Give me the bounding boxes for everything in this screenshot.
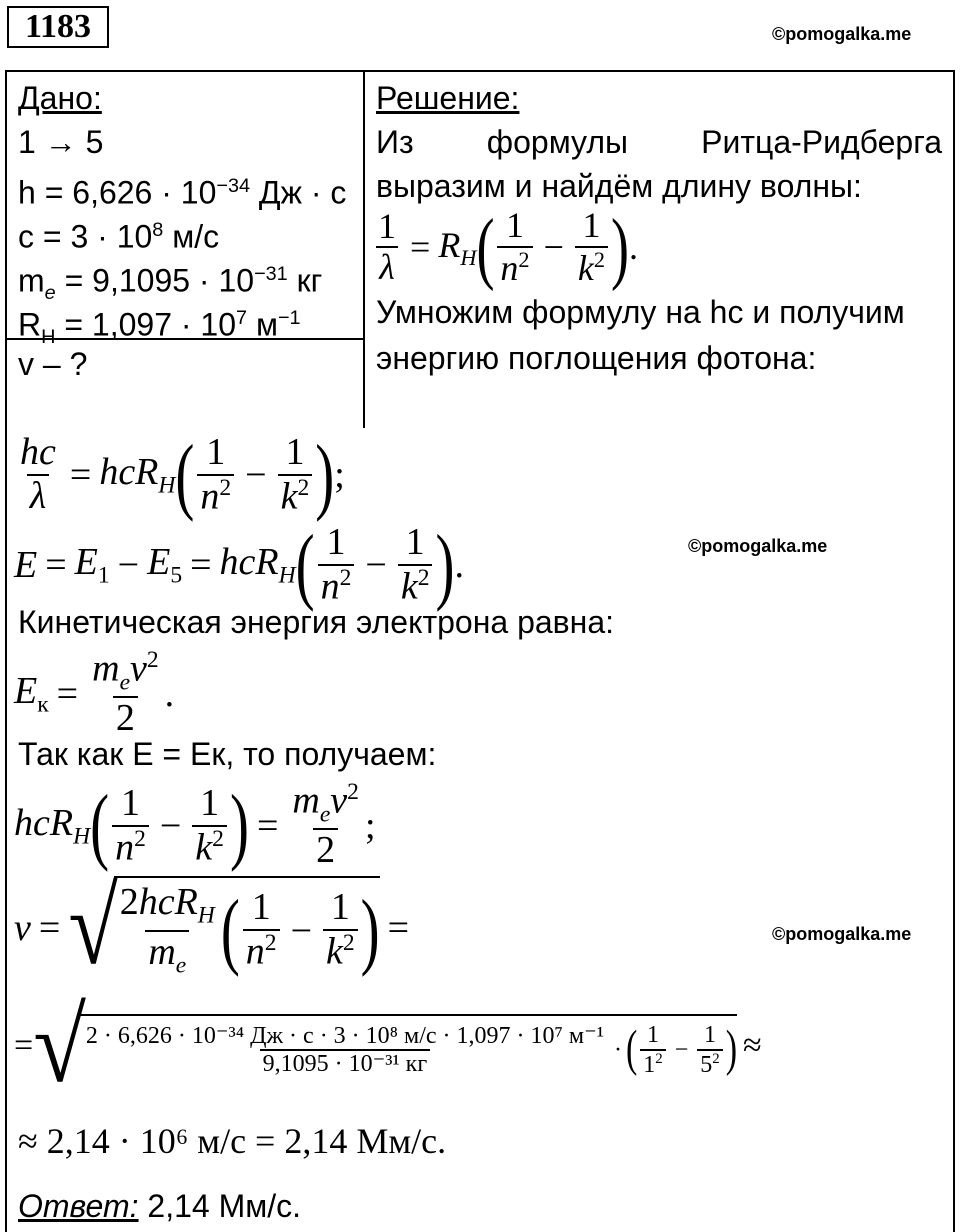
given-planck: $h = 6,626 \cdot 10^{-34}$ Дж · с [18, 174, 347, 211]
problem-number-box [7, 6, 109, 48]
numeric-numerator: 2 · 6,626 · 10⁻³⁴ Дж · с · 3 · 10⁸ м/с · 1,097 · 10⁷ м⁻¹ [85, 1022, 604, 1049]
table-border-top [5, 70, 955, 72]
solution-paragraph2-line2: энергию поглощения фотона: [376, 340, 817, 376]
answer-label: Ответ: [18, 1188, 139, 1224]
problem-number: 1183 [24, 8, 92, 45]
solution-paragraph1-line1: Из формулы Ритца-Ридберга [376, 124, 942, 160]
given-rydberg: $R_H = 1,097 \cdot 10^7$ $м^{-1}$ [18, 306, 301, 349]
formula-energy-difference: E = $E_1$ − $E_5$ = hcR$_H$ ( $\frac{1}{n^2}$ − $\frac{1}{k^2}$ ) . [14, 517, 464, 613]
watermark-top: ©pomogalka.me [772, 24, 912, 44]
formula-photon-energy: $\frac{hc}{\lambda}$ = hcR$_H$ ( $\frac{1}{n^2}$ − $\frac{1}{k^2}$ ) ; [20, 427, 345, 523]
result-line: ≈ 2,14 · 10⁶ м/с = 2,14 Мм/с. [18, 1121, 447, 1161]
given-transition: 1 → 5 [18, 124, 104, 160]
given-electron-mass: $m_e = 9,1095 \cdot 10^{-31}$ кг [18, 262, 323, 305]
table-divider-vertical [363, 70, 365, 428]
formula-rydberg: $\frac{1}{\lambda}$ = $R_H$ ( $\frac{1}{n^2}$ − $\frac{1}{k^2}$ ) . [378, 202, 639, 293]
formula-energy-balance: hcR$_H$ ( $\frac{1}{n^2}$ − $\frac{1}{k^2}$ ) = $\frac{m_ev^2}{2}$ ; [14, 778, 376, 874]
solution-paragraph1-line2: выразим и найдём длину волны: [376, 168, 862, 204]
table-border-left [5, 70, 7, 1232]
numeric-denominator: 9,1095 · 10⁻³¹ кг [260, 1049, 431, 1077]
find-velocity: v – ? [18, 346, 88, 382]
answer-line [18, 1184, 301, 1228]
answer-value: 2,14 Мм/с. [138, 1188, 302, 1224]
kinetic-energy-text: Кинетическая энергия электрона равна: [18, 604, 615, 640]
solution-heading: Решение: [376, 80, 520, 116]
formula-kinetic-energy: $E_к$ = $\frac{m_ev^2}{2}$ . [14, 647, 175, 740]
given-heading: Дано: [18, 80, 102, 116]
given-speed-of-light: $c = 3 \cdot 10^8$ м/с [18, 218, 220, 255]
formula-velocity-numeric: = √ $\frac{\text{2 · 6,626 · 10⁻³⁴ Дж · с · 3 · 10⁸ м/с · 1,097 · 10⁷ м⁻¹}}{\text{9,1095 · 10⁻³¹ кг}}$ · ( $\frac{1}{1^2}$ − $\frac{1}{5^2}$ ) ≈ [14, 986, 762, 1105]
table-border-right [953, 70, 955, 1232]
watermark-lower: ©pomogalka.me [772, 924, 912, 944]
watermark-middle: ©pomogalka.me [688, 536, 828, 556]
formula-velocity-general: v = √ $\frac{2hcR_H}{m_e}$ ( $\frac{1}{n^2}$ − $\frac{1}{k^2}$ ) = [14, 867, 410, 987]
solution-paragraph2-line1: Умножим формулу на hc и получим [376, 294, 905, 330]
equality-text: Так как E = Eк, то получаем: [18, 736, 437, 772]
